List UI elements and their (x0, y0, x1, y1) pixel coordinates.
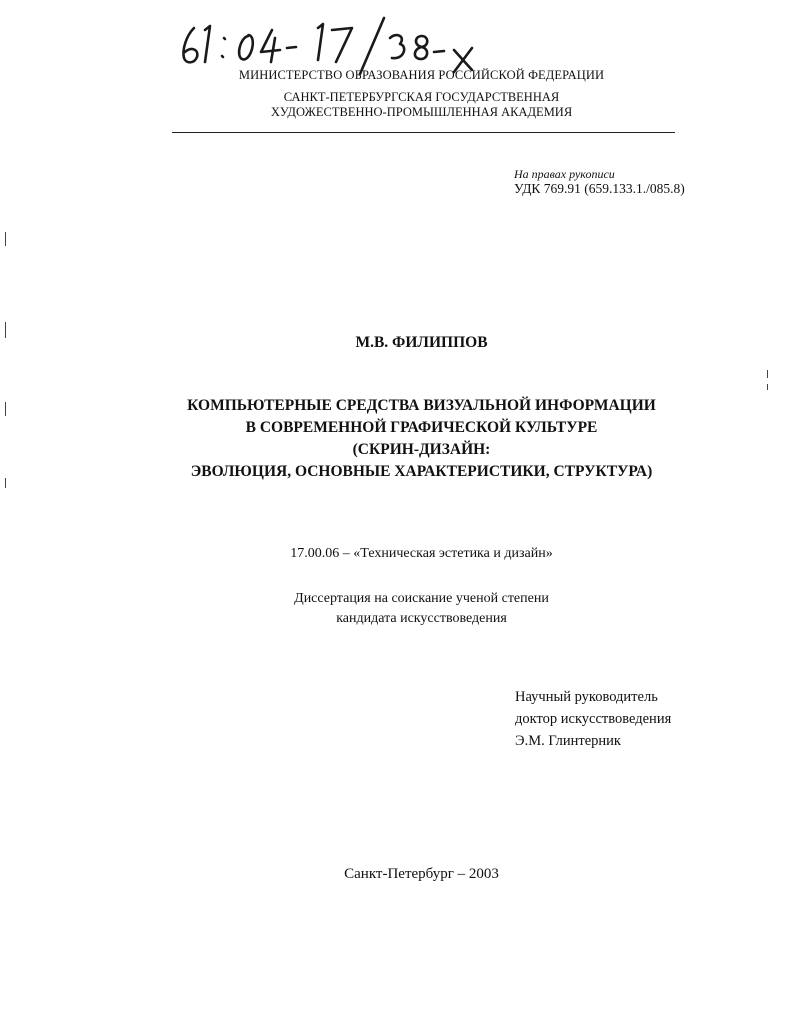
academy-name-line-2: ХУДОЖЕСТВЕННО-ПРОМЫШЛЕННАЯ АКАДЕМИЯ (270, 105, 573, 119)
scan-mark-left-3 (5, 402, 6, 416)
scan-mark-left-4 (5, 478, 6, 488)
rights-note: На правах рукописи (514, 167, 615, 181)
supervisor-degree: доктор искусствоведения (515, 711, 672, 727)
dissertation-line-2: кандидата искусствоведения (336, 611, 507, 626)
scan-mark-right-1 (767, 370, 768, 378)
ministry-name: МИНИСТЕРСТВО ОБРАЗОВАНИЯ РОССИЙСКОЙ ФЕДЕРАЦИИ (238, 68, 605, 82)
city-year: Санкт-Петербург – 2003 (344, 866, 499, 882)
dissertation-line-1: Диссертация на соискание ученой степени (294, 591, 549, 606)
header-divider (172, 132, 675, 133)
academy-name-line-1: САНКТ-ПЕТЕРБУРГСКАЯ ГОСУДАРСТВЕННАЯ (283, 90, 560, 104)
title-line-3: (СКРИН-ДИЗАЙН: (352, 441, 491, 458)
supervisor-name: Э.М. Глинтерник (515, 733, 621, 749)
title-line-2: В СОВРЕМЕННОЙ ГРАФИЧЕСКОЙ КУЛЬТУРЕ (245, 419, 598, 436)
title-line-4: ЭВОЛЮЦИЯ, ОСНОВНЫЕ ХАРАКТЕРИСТИКИ, СТРУКТУРА) (190, 463, 653, 480)
specialty-code: 17.00.06 – «Техническая эстетика и дизайн» (290, 546, 553, 561)
scan-mark-right-2 (767, 384, 768, 390)
title-line-1: КОМПЬЮТЕРНЫЕ СРЕДСТВА ВИЗУАЛЬНОЙ ИНФОРМАЦИИ (187, 397, 656, 414)
scan-mark-left-2 (5, 322, 6, 338)
scan-mark-left-1 (5, 232, 6, 246)
udk-code: УДК 769.91 (659.133.1./085.8) (514, 181, 685, 196)
author-name: М.В. ФИЛИППОВ (355, 334, 488, 351)
supervisor-role: Научный руководитель (515, 689, 658, 705)
